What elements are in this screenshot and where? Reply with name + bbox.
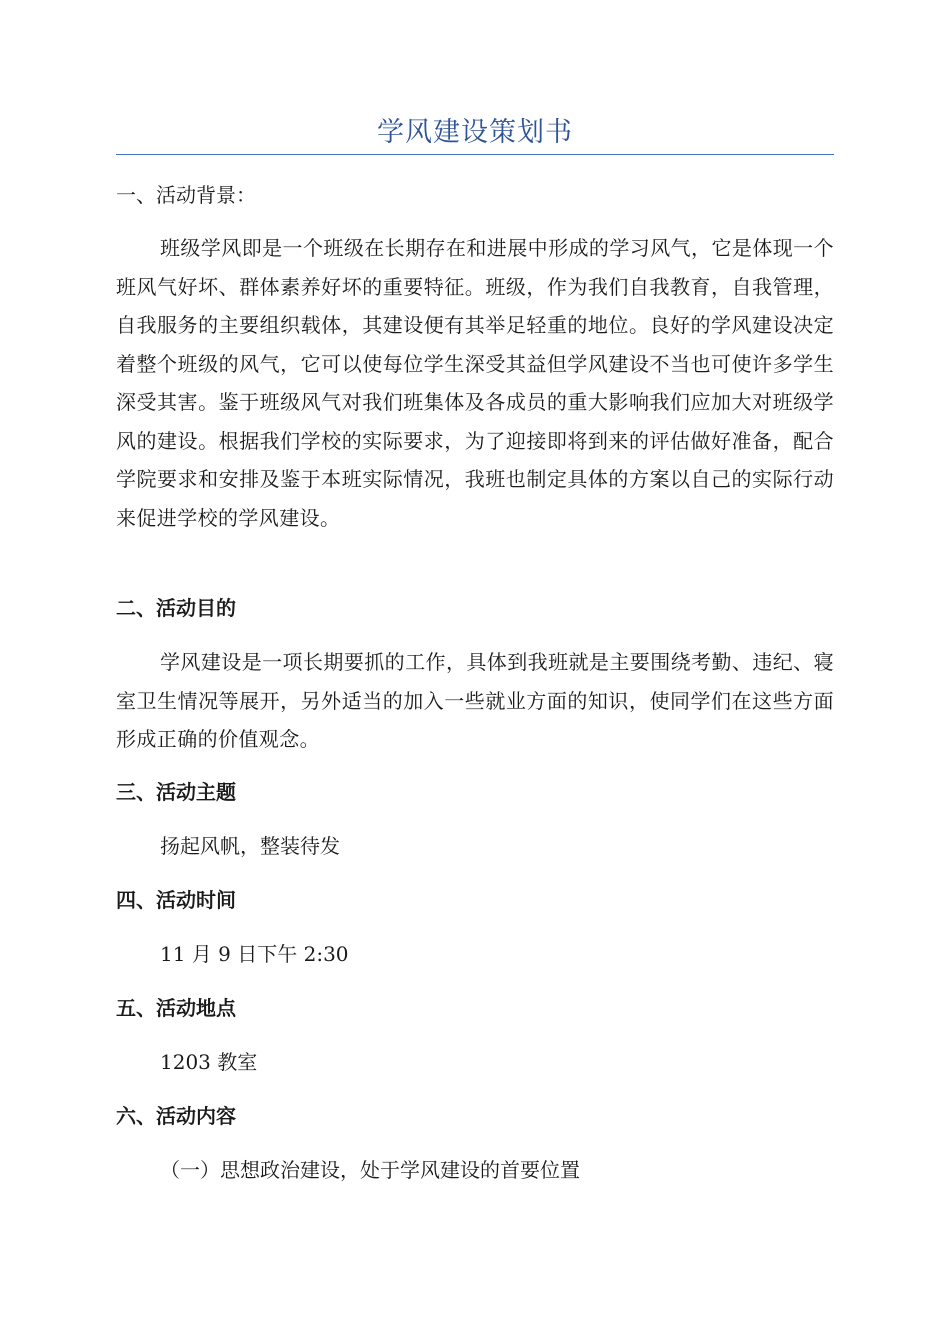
section-heading-purpose: 二、活动目的 (116, 596, 236, 620)
section-heading-location: 五、活动地点 (116, 996, 236, 1020)
title-underline (116, 154, 834, 155)
section-heading-theme: 三、活动主题 (116, 780, 236, 804)
section-heading-content: 六、活动内容 (116, 1104, 236, 1128)
section-subheading-content-1: （一）思想政治建设，处于学风建设的首要位置 (160, 1158, 580, 1182)
section-body-background: 班级学风即是一个班级在长期存在和进展中形成的学习风气，它是体现一个班风气好坏、群体素养好坏的重要特征。班级，作为我们自我教育，自我管理，自我服务的主要组织载体，其建设便有其举足轻重的地位。良好的学风建设决定着整个班级的风气，它可以使每位学生深受其益但学风建设不当也可使许多学生深受其害。鉴于班级风气对我们班集体及各成员的重大影响我们应加大对班级学风的建设。根据我们学校的实际要求，为了迎接即将到来的评估做好准备，配合学院要求和安排及鉴于本班实际情况，我班也制定具体的方案以自己的实际行动来促进学校的学风建设。 (116, 236, 834, 530)
section-heading-background: 一、活动背景： (116, 183, 256, 207)
section-heading-time: 四、活动时间 (116, 888, 236, 912)
section-body-time: 11 月 9 日下午 2:30 (160, 942, 349, 966)
section-body-location: 1203 教室 (160, 1050, 258, 1074)
section-body-purpose: 学风建设是一项长期要抓的工作，具体到我班就是主要围绕考勤、违纪、寝室卫生情况等展开，另外适当的加入一些就业方面的知识，使同学们在这些方面形成正确的价值观念。 (116, 650, 834, 751)
document-title: 学风建设策划书 (377, 117, 573, 148)
section-body-theme: 扬起风帆，整装待发 (160, 834, 340, 858)
